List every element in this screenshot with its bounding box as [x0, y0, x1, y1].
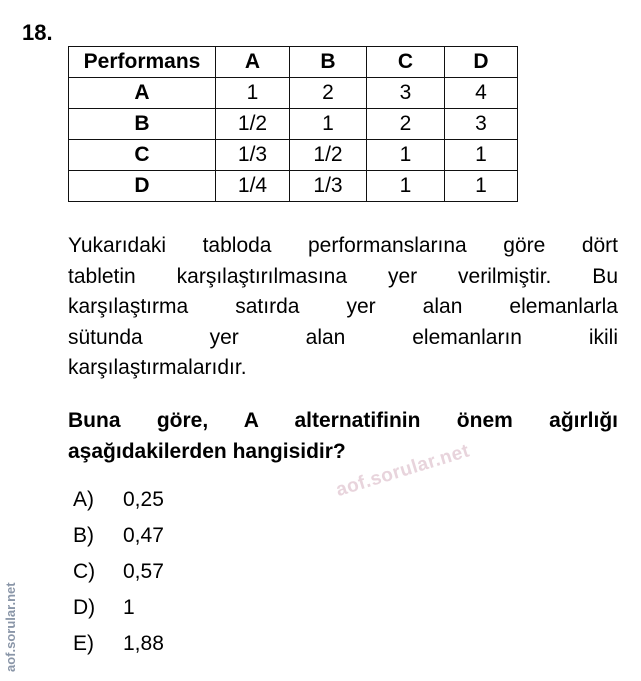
row-label: A [69, 78, 216, 109]
option-letter: A) [73, 488, 94, 511]
table-cell: 2 [290, 78, 367, 109]
table-cell: 1/3 [216, 140, 290, 171]
option-letter: B) [73, 524, 94, 547]
paragraph-line: tabletin karşılaştırılmasına yer verilmiştir. Bu [68, 264, 618, 288]
performance-comparison-table [68, 46, 518, 202]
table-row [69, 171, 518, 202]
table-cell: 3 [445, 109, 518, 140]
question-line: aşağıdakilerden hangisidir? [68, 440, 346, 463]
table-cell: 1 [367, 171, 445, 202]
option-d[interactable] [73, 593, 164, 629]
table-row [69, 78, 518, 109]
header-cell: A [216, 47, 290, 78]
paragraph-line: karşılaştırma satırda yer alan elemanlarla [68, 295, 618, 318]
option-text: 0,47 [123, 524, 164, 547]
paragraph-line: Yukarıdaki tabloda performanslarına göre dört [68, 234, 618, 257]
header-cell: Performans [69, 47, 216, 78]
table-cell: 1/2 [216, 109, 290, 140]
table-row [69, 140, 518, 171]
option-c[interactable] [73, 557, 164, 593]
paragraph-line: sütunda yer alan elemanların ikili [68, 325, 618, 349]
option-a[interactable] [73, 485, 164, 521]
option-b[interactable] [73, 521, 164, 557]
option-letter: C) [73, 560, 96, 583]
option-text: 0,57 [123, 560, 164, 583]
table-cell: 1 [216, 78, 290, 109]
table-row [69, 109, 518, 140]
option-e[interactable] [73, 629, 164, 665]
option-text: 1 [123, 596, 135, 619]
table-cell: 1/2 [290, 140, 367, 171]
table-cell: 3 [367, 78, 445, 109]
table-cell: 1 [290, 109, 367, 140]
paragraph-line: karşılaştırmalarıdır. [68, 356, 247, 379]
watermark-center: aof.sorular.net [333, 440, 473, 502]
watermark-side: aof.sorular.net [3, 582, 18, 672]
header-cell: D [445, 47, 518, 78]
table-cell: 1/4 [216, 171, 290, 202]
table-cell: 2 [367, 109, 445, 140]
question-number: 18. [22, 20, 53, 45]
question-line: Buna göre, A alternatifinin önem ağırlığı [68, 409, 618, 432]
table-header-row [69, 47, 518, 78]
table-cell: 1/3 [290, 171, 367, 202]
table-cell: 4 [445, 78, 518, 109]
row-label: D [69, 171, 216, 202]
option-letter: D) [73, 596, 96, 619]
header-cell: B [290, 47, 367, 78]
row-label: B [69, 109, 216, 140]
table-cell: 1 [445, 171, 518, 202]
table-cell: 1 [367, 140, 445, 171]
table-cell: 1 [445, 140, 518, 171]
answer-options [73, 485, 164, 665]
header-cell: C [367, 47, 445, 78]
option-text: 1,88 [123, 632, 164, 655]
question-stem [68, 405, 618, 467]
question-description [68, 231, 618, 384]
option-text: 0,25 [123, 488, 164, 511]
option-letter: E) [73, 632, 94, 655]
row-label: C [69, 140, 216, 171]
